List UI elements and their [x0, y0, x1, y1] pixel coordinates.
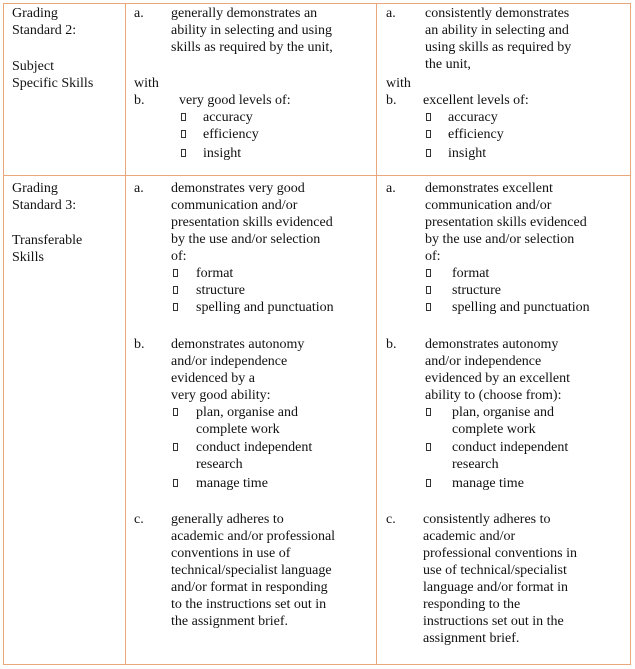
bullet-text: efficiency — [203, 127, 259, 142]
item-marker: b. — [134, 93, 145, 108]
bullet-icon — [426, 408, 431, 416]
text-line: instructions set out in the — [423, 614, 564, 629]
text-line: use of technical/specialist — [423, 563, 567, 578]
text-line: generally adheres to — [171, 512, 284, 527]
text-line: to the instructions set out in — [171, 597, 327, 612]
label-line: Standard 2: — [12, 23, 77, 38]
label-line: Grading — [12, 6, 58, 21]
item-marker: b. — [386, 93, 397, 108]
text-line: communication and/or — [171, 198, 298, 213]
bullet-icon — [426, 113, 431, 121]
text-line: and/or independence — [171, 354, 288, 369]
bullet-text: format — [196, 266, 234, 281]
text-line: of: — [171, 249, 187, 264]
label-line: Standard 3: — [12, 198, 77, 213]
label-line: Subject — [12, 59, 54, 74]
text-line: the unit, — [425, 57, 471, 72]
bullet-text: research — [452, 457, 499, 472]
text-line: professional conventions in — [423, 546, 577, 561]
text-line: consistently adheres to — [423, 512, 551, 527]
bullet-icon — [181, 130, 186, 138]
bullet-icon — [426, 130, 431, 138]
bullet-text: structure — [452, 283, 501, 298]
grading-table — [3, 3, 631, 665]
label-line: Transferable — [12, 233, 83, 248]
text-line: with — [134, 76, 159, 91]
bullet-icon — [426, 269, 431, 277]
text-line: by the use and/or selection — [425, 232, 575, 247]
item-marker: b. — [134, 337, 145, 352]
text-line: presentation skills evidenced — [425, 215, 587, 230]
bullet-icon — [173, 408, 178, 416]
text-line: conventions in use of — [171, 546, 291, 561]
bullet-text: accuracy — [203, 110, 253, 125]
text-line: consistently demonstrates — [425, 6, 570, 21]
text-line: evidenced by a — [171, 371, 255, 386]
bullet-icon — [181, 149, 186, 157]
bullet-text: complete work — [452, 422, 536, 437]
bullet-text: structure — [196, 283, 245, 298]
text-line: demonstrates very good — [171, 181, 305, 196]
bullet-icon — [173, 303, 178, 311]
text-line: demonstrates autonomy — [425, 337, 559, 352]
bullet-text: spelling and punctuation — [452, 300, 590, 315]
bullet-icon — [173, 443, 178, 451]
bullet-text: complete work — [196, 422, 280, 437]
text-line: and/or format in responding — [171, 580, 328, 595]
text-line: generally demonstrates an — [171, 6, 318, 21]
item-marker: b. — [386, 337, 397, 352]
text-line: by the use and/or selection — [171, 232, 321, 247]
text-line: demonstrates excellent — [425, 181, 553, 196]
text-line: ability in selecting and using — [171, 23, 332, 38]
bullet-text: accuracy — [448, 110, 498, 125]
text-line: language and/or format in — [423, 580, 569, 595]
text-line: demonstrates autonomy — [171, 337, 305, 352]
bullet-text: plan, organise and — [196, 405, 298, 420]
column-divider-1 — [125, 3, 126, 665]
text-line: using skills as required by — [425, 40, 572, 55]
text-line: ability to (choose from): — [425, 388, 562, 403]
bullet-text: manage time — [196, 476, 268, 491]
text-line: and/or independence — [425, 354, 542, 369]
bullet-icon — [181, 113, 186, 121]
text-line: an ability in selecting and — [425, 23, 569, 38]
bullet-text: format — [452, 266, 490, 281]
text-line: excellent levels of: — [423, 93, 529, 108]
text-line: assignment brief. — [423, 631, 520, 646]
bullet-icon — [173, 269, 178, 277]
item-marker: a. — [386, 6, 396, 21]
bullet-icon — [426, 286, 431, 294]
table-border-bottom — [3, 664, 631, 665]
item-marker: a. — [386, 181, 396, 196]
bullet-icon — [426, 303, 431, 311]
bullet-icon — [173, 479, 178, 487]
item-marker: a. — [134, 6, 144, 21]
table-border-right — [630, 3, 631, 665]
text-line: of: — [425, 249, 441, 264]
item-marker: a. — [134, 181, 144, 196]
bullet-text: plan, organise and — [452, 405, 554, 420]
text-line: evidenced by an excellent — [425, 371, 570, 386]
text-line: presentation skills evidenced — [171, 215, 333, 230]
text-line: academic and/or professional — [171, 529, 336, 544]
bullet-text: conduct independent — [452, 440, 569, 455]
row-divider — [3, 175, 631, 176]
label-line: Grading — [12, 181, 58, 196]
text-line: responding to the — [423, 597, 521, 612]
bullet-text: research — [196, 457, 243, 472]
bullet-text: conduct independent — [196, 440, 313, 455]
text-line: communication and/or — [425, 198, 552, 213]
table-border-left — [3, 3, 4, 665]
bullet-text: insight — [448, 146, 487, 161]
bullet-icon — [426, 479, 431, 487]
text-line: with — [386, 76, 411, 91]
bullet-text: manage time — [452, 476, 524, 491]
bullet-text: spelling and punctuation — [196, 300, 334, 315]
text-line: very good levels of: — [179, 93, 291, 108]
text-line: academic and/or — [423, 529, 516, 544]
text-line: very good ability: — [171, 388, 271, 403]
text-line: technical/specialist language — [171, 563, 332, 578]
text-line: the assignment brief. — [171, 614, 289, 629]
item-marker: c. — [386, 512, 396, 527]
item-marker: c. — [134, 512, 144, 527]
bullet-icon — [426, 149, 431, 157]
bullet-text: insight — [203, 146, 242, 161]
bullet-text: efficiency — [448, 127, 504, 142]
table-border-top — [3, 3, 631, 4]
bullet-icon — [173, 286, 178, 294]
label-line: Skills — [12, 250, 44, 265]
column-divider-2 — [376, 3, 377, 665]
text-line: skills as required by the unit, — [171, 40, 333, 55]
bullet-icon — [426, 443, 431, 451]
label-line: Specific Skills — [12, 76, 94, 91]
